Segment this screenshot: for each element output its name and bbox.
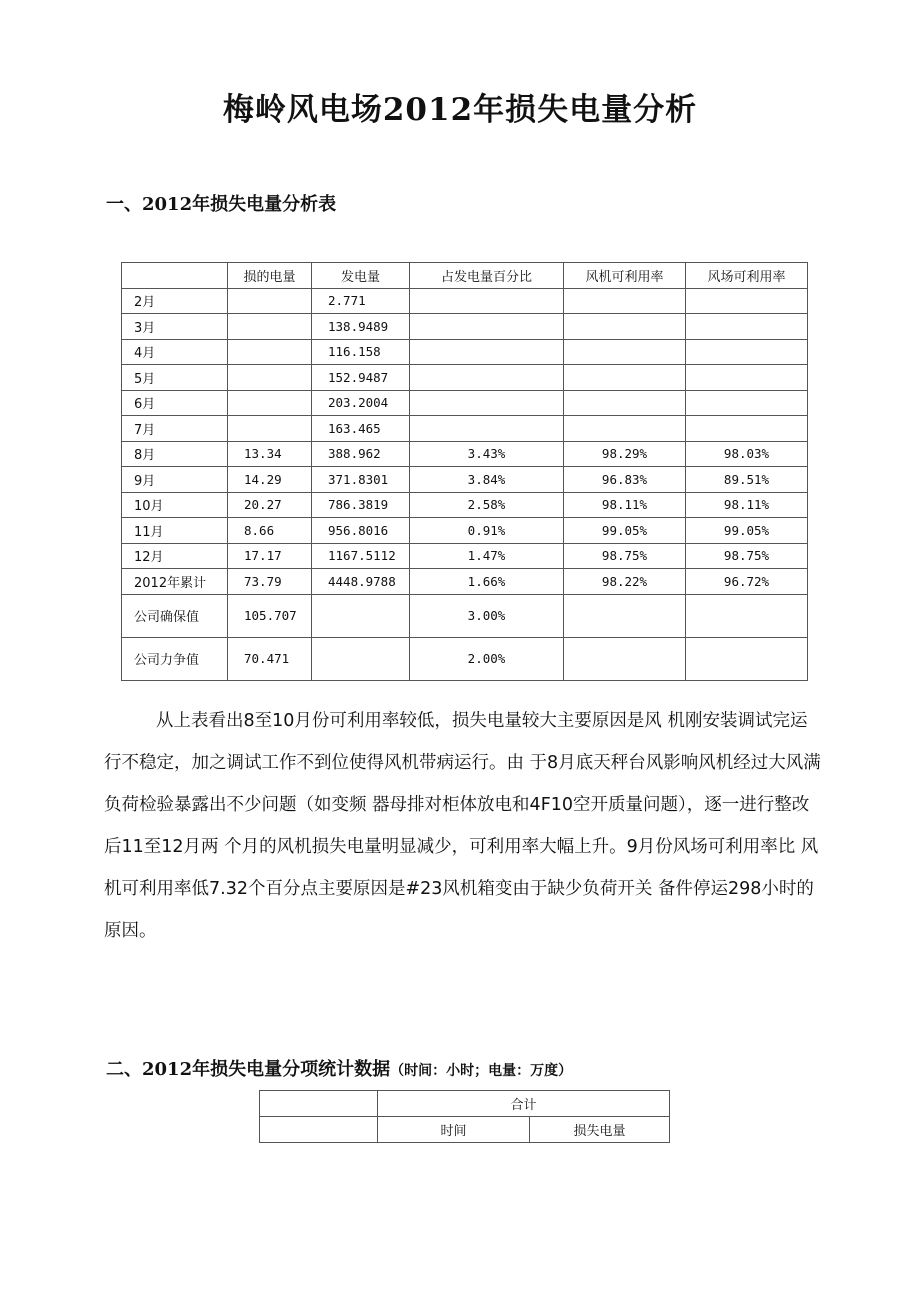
row-label-cell: 5月 — [122, 365, 228, 391]
header-cell: 占发电量百分比 — [410, 263, 564, 289]
table-row — [122, 441, 808, 467]
table-cell: 89.51% — [686, 467, 808, 493]
table-cell — [564, 390, 686, 416]
unit-note: （时间：小时；电量：万度） — [390, 1063, 573, 1079]
header-cell — [122, 263, 228, 289]
table-cell: 371.8301 — [312, 467, 410, 493]
row-label-cell: 9月 — [122, 467, 228, 493]
table-cell — [686, 314, 808, 340]
table-cell: 1167.5112 — [312, 543, 410, 569]
table-cell: 0.91% — [410, 518, 564, 544]
row-label-cell: 公司确保值 — [122, 594, 228, 637]
table-cell — [564, 637, 686, 680]
table-cell: 2.00% — [410, 637, 564, 680]
table-cell — [410, 288, 564, 314]
loss-analysis-table — [121, 262, 808, 681]
table-cell: 98.29% — [564, 441, 686, 467]
table-cell: 1.66% — [410, 569, 564, 595]
table-cell: 99.05% — [686, 518, 808, 544]
row-label-cell: 公司力争值 — [122, 637, 228, 680]
table-cell: 116.158 — [312, 339, 410, 365]
table-row — [122, 314, 808, 340]
table-cell — [228, 365, 312, 391]
table-cell: 96.72% — [686, 569, 808, 595]
table-row — [122, 492, 808, 518]
table-cell — [260, 1091, 378, 1117]
table-cell: 17.17 — [228, 543, 312, 569]
row-label-cell: 10月 — [122, 492, 228, 518]
table-row — [122, 288, 808, 314]
table-cell: 138.9489 — [312, 314, 410, 340]
table-cell: 3.00% — [410, 594, 564, 637]
table-cell — [564, 416, 686, 442]
table-cell: 20.27 — [228, 492, 312, 518]
table-cell — [410, 339, 564, 365]
table-cell — [564, 339, 686, 365]
table-cell — [410, 416, 564, 442]
table-cell — [410, 314, 564, 340]
table-row — [122, 594, 808, 637]
time-header: 时间 — [378, 1117, 530, 1143]
table-cell: 388.962 — [312, 441, 410, 467]
table-row — [122, 365, 808, 391]
table-cell: 98.75% — [686, 543, 808, 569]
row-label-cell: 2月 — [122, 288, 228, 314]
table-cell: 105.707 — [228, 594, 312, 637]
table-cell: 8.66 — [228, 518, 312, 544]
table-cell — [564, 365, 686, 391]
table-cell: 3.43% — [410, 441, 564, 467]
table-cell — [312, 637, 410, 680]
table-row — [260, 1117, 670, 1143]
table-cell: 1.47% — [410, 543, 564, 569]
table-cell — [686, 365, 808, 391]
table-cell — [410, 365, 564, 391]
row-label-cell: 7月 — [122, 416, 228, 442]
table-cell: 163.465 — [312, 416, 410, 442]
table-cell — [410, 390, 564, 416]
header-cell: 风场可利用率 — [686, 263, 808, 289]
table-cell — [686, 416, 808, 442]
table-cell: 96.83% — [564, 467, 686, 493]
table-row — [122, 543, 808, 569]
row-label-cell: 3月 — [122, 314, 228, 340]
section-1-heading: 一、2012年损失电量分析表 — [106, 194, 337, 215]
header-cell: 发电量 — [312, 263, 410, 289]
analysis-paragraph — [104, 700, 824, 952]
analysis-text: 从上表看出8至10月份可利用率较低，损失电量较大主要原因是风 机刚安装调试完运行不稳定，加之调试工作不到位使得风机带病运行。由 于8月底天秤台风影响风机经过大风满负荷检验暴露出不少问题（如变频 器母排对柜体放电和4F10空开质量问题），逐一进行整改后11至12月两 个月的风机损失电量明显减少，可利用率大幅上升。9月份风场可利用率比 风机可利用率低7.32个百分点主要原因是#23风机箱变由于缺少负荷开关 备件停运298小时的原因。 — [104, 711, 821, 941]
total-header: 合计 — [378, 1091, 670, 1117]
table-cell: 99.05% — [564, 518, 686, 544]
table-cell: 14.29 — [228, 467, 312, 493]
table-cell: 98.75% — [564, 543, 686, 569]
table-cell — [686, 594, 808, 637]
table-row — [122, 339, 808, 365]
table-cell — [686, 288, 808, 314]
table-row — [122, 390, 808, 416]
table-row — [122, 518, 808, 544]
row-label-cell: 8月 — [122, 441, 228, 467]
table-cell: 70.471 — [228, 637, 312, 680]
table-row — [122, 416, 808, 442]
table-cell: 3.84% — [410, 467, 564, 493]
table-cell — [564, 594, 686, 637]
table-cell — [686, 339, 808, 365]
header-cell: 风机可利用率 — [564, 263, 686, 289]
table-cell: 786.3819 — [312, 492, 410, 518]
row-label-cell: 2012年累计 — [122, 569, 228, 595]
table-cell: 98.11% — [686, 492, 808, 518]
table-cell: 73.79 — [228, 569, 312, 595]
table-cell — [564, 288, 686, 314]
table-cell: 956.8016 — [312, 518, 410, 544]
table-row — [122, 569, 808, 595]
table-cell — [228, 288, 312, 314]
table-cell: 98.11% — [564, 492, 686, 518]
table-row — [122, 467, 808, 493]
table-cell: 203.2004 — [312, 390, 410, 416]
table-cell: 152.9487 — [312, 365, 410, 391]
table-cell — [228, 390, 312, 416]
section-2-title: 二、2012年损失电量分项统计数据 — [106, 1059, 391, 1080]
row-label-cell: 12月 — [122, 543, 228, 569]
table-cell: 98.03% — [686, 441, 808, 467]
table-header-row — [122, 263, 808, 289]
table-cell — [564, 314, 686, 340]
table-cell — [260, 1117, 378, 1143]
table-cell — [228, 416, 312, 442]
table-cell — [228, 314, 312, 340]
section-2-heading — [106, 1055, 572, 1081]
table-cell: 2.58% — [410, 492, 564, 518]
table-cell — [686, 637, 808, 680]
table-cell: 2.771 — [312, 288, 410, 314]
row-label-cell: 11月 — [122, 518, 228, 544]
table-cell: 4448.9788 — [312, 569, 410, 595]
table-cell — [312, 594, 410, 637]
header-cell: 损的电量 — [228, 263, 312, 289]
page-title: 梅岭风电场2012年损失电量分析 — [222, 92, 698, 128]
table-cell — [228, 339, 312, 365]
loss-breakdown-table — [259, 1090, 670, 1143]
row-label-cell: 4月 — [122, 339, 228, 365]
row-label-cell: 6月 — [122, 390, 228, 416]
table-row — [260, 1091, 670, 1117]
table-cell: 13.34 — [228, 441, 312, 467]
table-cell — [686, 390, 808, 416]
loss-header: 损失电量 — [530, 1117, 670, 1143]
table-row — [122, 637, 808, 680]
table-cell: 98.22% — [564, 569, 686, 595]
